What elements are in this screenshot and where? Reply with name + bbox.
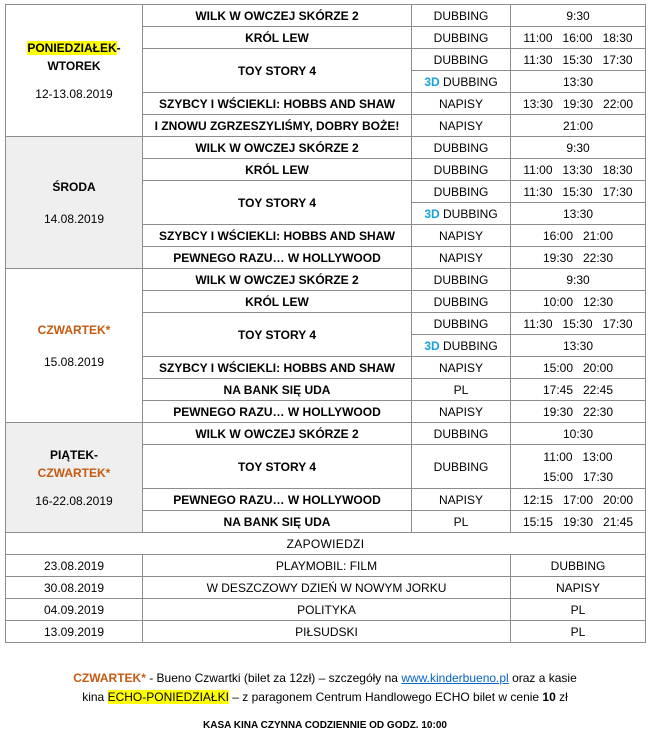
showtimes: 11:00 13:30 18:30 <box>511 159 646 181</box>
day-cell: PIĄTEK- CZWARTEK* 16-22.08.2019 <box>6 423 143 533</box>
announcement-title: POLITYKA <box>143 599 511 621</box>
film-title: TOY STORY 4 <box>143 313 412 357</box>
film-type: NAPISY <box>412 401 511 423</box>
table-row <box>6 621 646 643</box>
showtimes: 11:00 13:00 15:00 17:30 <box>511 445 646 489</box>
showtimes: 10:00 12:30 <box>511 291 646 313</box>
day-cell: CZWARTEK* 15.08.2019 <box>6 269 143 423</box>
film-type-3d: 3D DUBBING <box>412 71 511 93</box>
table-row <box>6 577 646 599</box>
film-type: DUBBING <box>412 137 511 159</box>
film-type: DUBBING <box>412 445 511 489</box>
announcements-header-row <box>6 533 646 555</box>
showtimes: 15:15 19:30 21:45 <box>511 511 646 533</box>
schedule-table <box>5 4 646 643</box>
day-cell: PONIEDZIAŁEK- WTOREK 12-13.08.2019 <box>6 5 143 137</box>
showtimes: 11:00 16:00 18:30 <box>511 27 646 49</box>
showtimes: 16:00 21:00 <box>511 225 646 247</box>
showtimes: 13:30 19:30 22:00 <box>511 93 646 115</box>
film-title: KRÓL LEW <box>143 159 412 181</box>
film-title: SZYBCY I WŚCIEKLI: HOBBS AND SHAW <box>143 357 412 379</box>
showtimes: 11:30 15:30 17:30 <box>511 313 646 335</box>
box-office-hours: KASA KINA CZYNNA CODZIENNIE OD GODZ. 10:00 <box>203 720 447 731</box>
table-row <box>6 269 646 291</box>
film-title: PEWNEGO RAZU… W HOLLYWOOD <box>143 247 412 269</box>
announcement-type: PL <box>511 599 646 621</box>
table-row <box>6 555 646 577</box>
showtimes: 12:15 17:00 20:00 <box>511 489 646 511</box>
film-type: NAPISY <box>412 247 511 269</box>
film-type: DUBBING <box>412 181 511 203</box>
announcement-title: PLAYMOBIL: FILM <box>143 555 511 577</box>
announcements-header: ZAPOWIEDZI <box>6 533 646 555</box>
film-title: WILK W OWCZEJ SKÓRZE 2 <box>143 5 412 27</box>
film-title: TOY STORY 4 <box>143 445 412 489</box>
film-type: DUBBING <box>412 291 511 313</box>
film-title: PEWNEGO RAZU… W HOLLYWOOD <box>143 401 412 423</box>
film-title: TOY STORY 4 <box>143 181 412 225</box>
table-row <box>6 137 646 159</box>
announcement-date: 13.09.2019 <box>6 621 143 643</box>
announcement-date: 23.08.2019 <box>6 555 143 577</box>
footer-note-line2: kina ECHO-PONIEDZIAŁKI – z paragonem Centrum Handlowego ECHO bilet w cenie 10 zł <box>82 690 568 704</box>
film-title: SZYBCY I WŚCIEKLI: HOBBS AND SHAW <box>143 93 412 115</box>
showtimes: 19:30 22:30 <box>511 401 646 423</box>
showtimes: 19:30 22:30 <box>511 247 646 269</box>
table-row <box>6 5 646 27</box>
footer-note-line1: CZWARTEK* - Bueno Czwartki (bilet za 12zł) – szczegóły na www.kinderbueno.pl oraz a kasie <box>73 671 577 685</box>
announcement-type: PL <box>511 621 646 643</box>
film-title: I ZNOWU ZGRZESZYLIŚMY, DOBRY BOŻE! <box>143 115 412 137</box>
film-type: PL <box>412 511 511 533</box>
showtimes: 13:30 <box>511 203 646 225</box>
showtimes: 13:30 <box>511 335 646 357</box>
announcement-type: DUBBING <box>511 555 646 577</box>
film-type-3d: 3D DUBBING <box>412 335 511 357</box>
day-cell: ŚRODA 14.08.2019 <box>6 137 143 269</box>
announcement-date: 04.09.2019 <box>6 599 143 621</box>
film-type-3d: 3D DUBBING <box>412 203 511 225</box>
showtimes: 9:30 <box>511 5 646 27</box>
table-row <box>6 599 646 621</box>
film-title: KRÓL LEW <box>143 291 412 313</box>
film-title: TOY STORY 4 <box>143 49 412 93</box>
showtimes: 10:30 <box>511 423 646 445</box>
announcement-title: PIŁSUDSKI <box>143 621 511 643</box>
kinderbueno-link[interactable]: www.kinderbueno.pl <box>401 671 509 685</box>
film-type: DUBBING <box>412 27 511 49</box>
showtimes: 11:30 15:30 17:30 <box>511 49 646 71</box>
table-row <box>6 423 646 445</box>
film-type: DUBBING <box>412 159 511 181</box>
film-type: DUBBING <box>412 49 511 71</box>
showtimes: 15:00 20:00 <box>511 357 646 379</box>
showtimes: 13:30 <box>511 71 646 93</box>
announcement-type: NAPISY <box>511 577 646 599</box>
film-title: WILK W OWCZEJ SKÓRZE 2 <box>143 423 412 445</box>
film-type: PL <box>412 379 511 401</box>
film-type: NAPISY <box>412 357 511 379</box>
showtimes: 17:45 22:45 <box>511 379 646 401</box>
showtimes: 21:00 <box>511 115 646 137</box>
film-type: DUBBING <box>412 313 511 335</box>
showtimes: 11:30 15:30 17:30 <box>511 181 646 203</box>
film-title: NA BANK SIĘ UDA <box>143 511 412 533</box>
film-type: NAPISY <box>412 225 511 247</box>
film-title: SZYBCY I WŚCIEKLI: HOBBS AND SHAW <box>143 225 412 247</box>
showtimes: 9:30 <box>511 269 646 291</box>
film-type: DUBBING <box>412 423 511 445</box>
film-title: WILK W OWCZEJ SKÓRZE 2 <box>143 269 412 291</box>
film-title: WILK W OWCZEJ SKÓRZE 2 <box>143 137 412 159</box>
film-type: NAPISY <box>412 489 511 511</box>
film-title: NA BANK SIĘ UDA <box>143 379 412 401</box>
film-type: NAPISY <box>412 115 511 137</box>
film-title: PEWNEGO RAZU… W HOLLYWOOD <box>143 489 412 511</box>
announcement-date: 30.08.2019 <box>6 577 143 599</box>
showtimes: 9:30 <box>511 137 646 159</box>
film-type: DUBBING <box>412 269 511 291</box>
film-title: KRÓL LEW <box>143 27 412 49</box>
announcement-title: W DESZCZOWY DZIEŃ W NOWYM JORKU <box>143 577 511 599</box>
film-type: NAPISY <box>412 93 511 115</box>
film-type: DUBBING <box>412 5 511 27</box>
